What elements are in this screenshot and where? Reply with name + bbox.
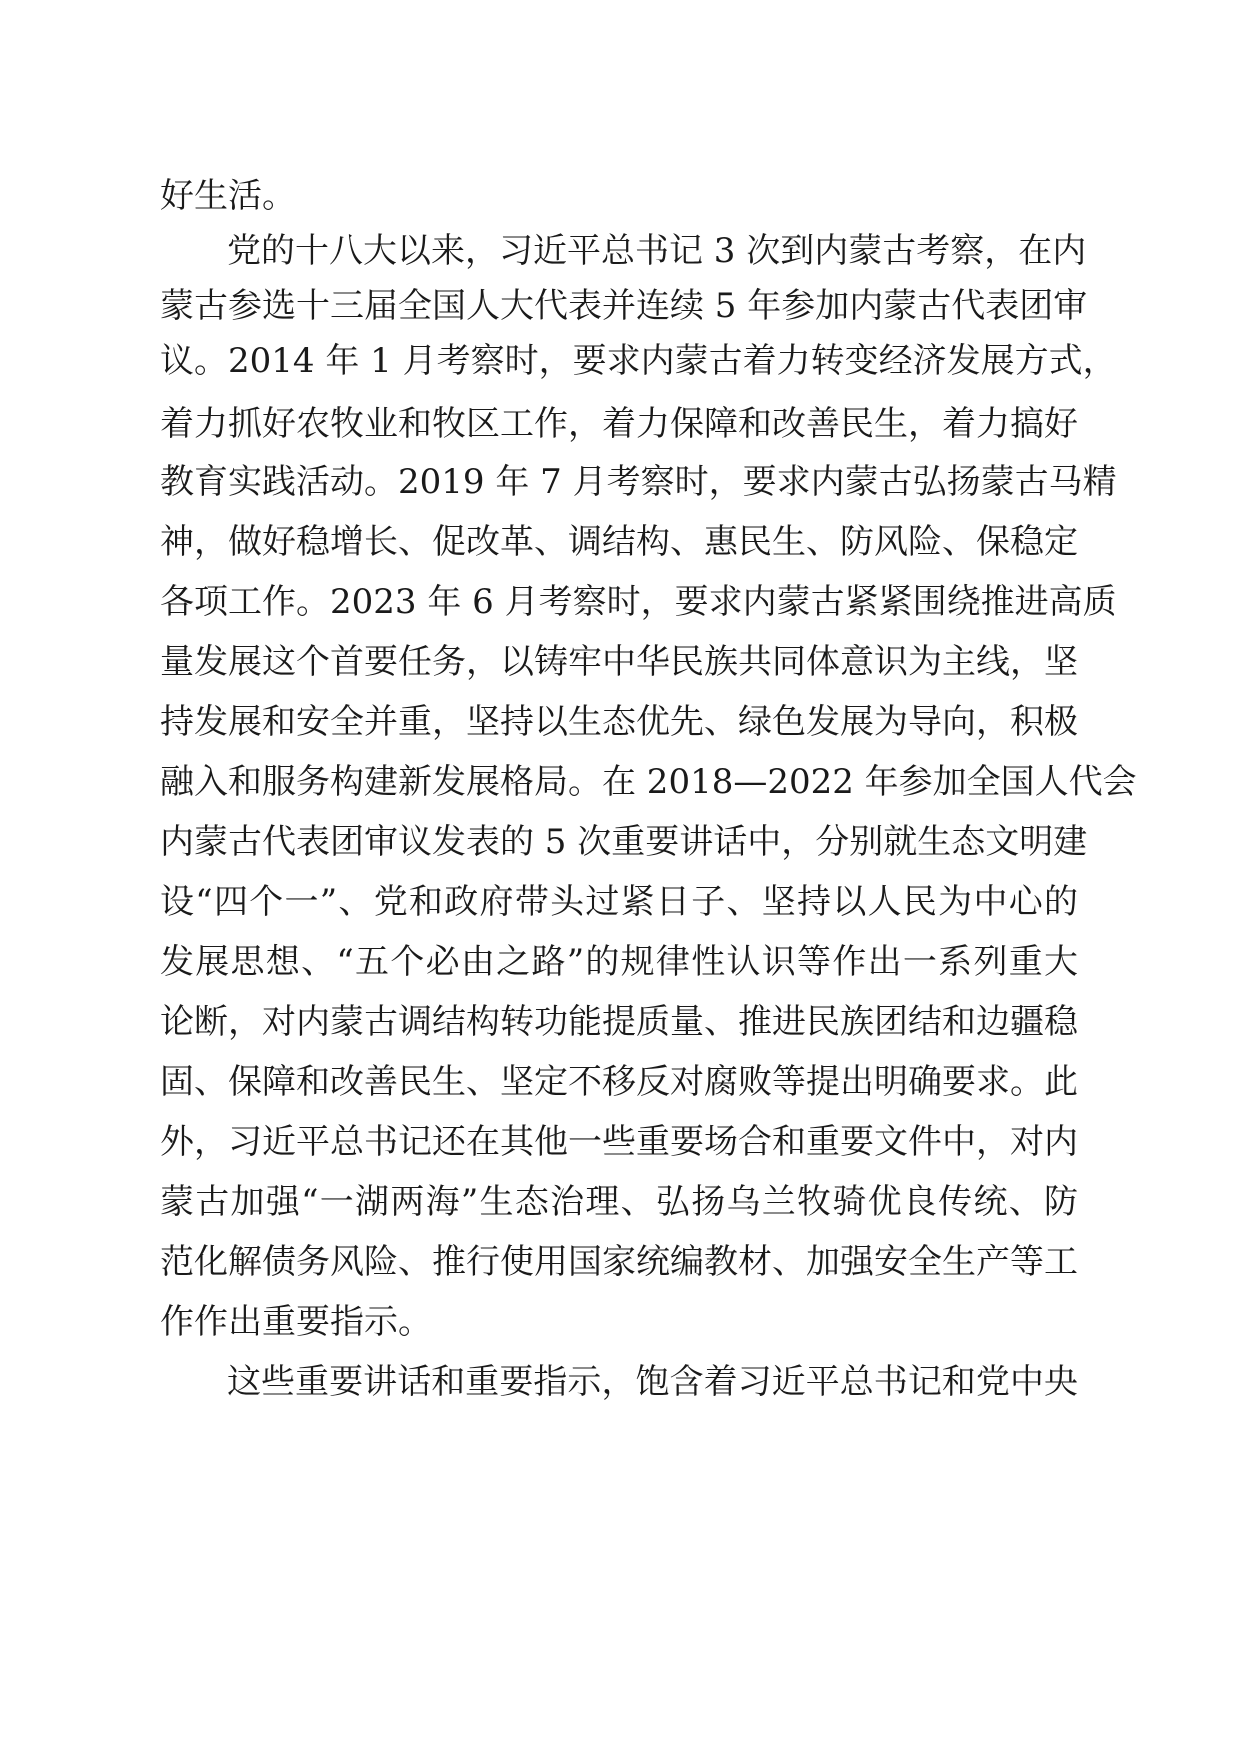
text-line: 设“四个一”、党和政府带头过紧日子、坚持以人民为中心的: [160, 882, 1078, 922]
text-line: 教育实践活动。2019 年 7 月考察时，要求内蒙古弘扬蒙古马精: [160, 462, 1117, 502]
text-line: 量发展这个首要任务，以铸牢中华民族共同体意识为主线，坚: [160, 642, 1078, 682]
text-line: 发展思想、“五个必由之路”的规律性认识等作出一系列重大: [160, 942, 1078, 982]
text-line: 融入和服务构建新发展格局。在 2018—2022 年参加全国人代会: [160, 762, 1137, 802]
text-line: 党的十八大以来，习近平总书记 3 次到内蒙古考察，在内: [227, 231, 1087, 271]
text-line: 议。2014 年 1 月考察时，要求内蒙古着力转变经济发展方式，: [160, 341, 1117, 381]
text-line: 外，习近平总书记还在其他一些重要场合和重要文件中，对内: [160, 1122, 1078, 1162]
text-line: 固、保障和改善民生、坚定不移反对腐败等提出明确要求。此: [160, 1062, 1078, 1102]
text-line: 各项工作。2023 年 6 月考察时，要求内蒙古紧紧围绕推进高质: [160, 582, 1117, 622]
text-line: 内蒙古代表团审议发表的 5 次重要讲话中，分别就生态文明建: [160, 822, 1088, 862]
text-line: 蒙古加强“一湖两海”生态治理、弘扬乌兰牧骑优良传统、防: [160, 1182, 1078, 1222]
text-line: 神，做好稳增长、促改革、调结构、惠民生、防风险、保稳定: [160, 522, 1078, 562]
text-line: 着力抓好农牧业和牧区工作，着力保障和改善民生，着力搞好: [160, 404, 1078, 444]
text-line: 好生活。: [160, 176, 296, 216]
text-line: 持发展和安全并重，坚持以生态优先、绿色发展为导向，积极: [160, 702, 1078, 742]
text-line: 蒙古参选十三届全国人大代表并连续 5 年参加内蒙古代表团审: [160, 286, 1088, 326]
text-line: 作作出重要指示。: [160, 1302, 432, 1342]
text-line: 论断，对内蒙古调结构转功能提质量、推进民族团结和边疆稳: [160, 1002, 1078, 1042]
text-line: 这些重要讲话和重要指示，饱含着习近平总书记和党中央: [227, 1362, 1078, 1402]
text-line: 范化解债务风险、推行使用国家统编教材、加强安全生产等工: [160, 1242, 1078, 1282]
